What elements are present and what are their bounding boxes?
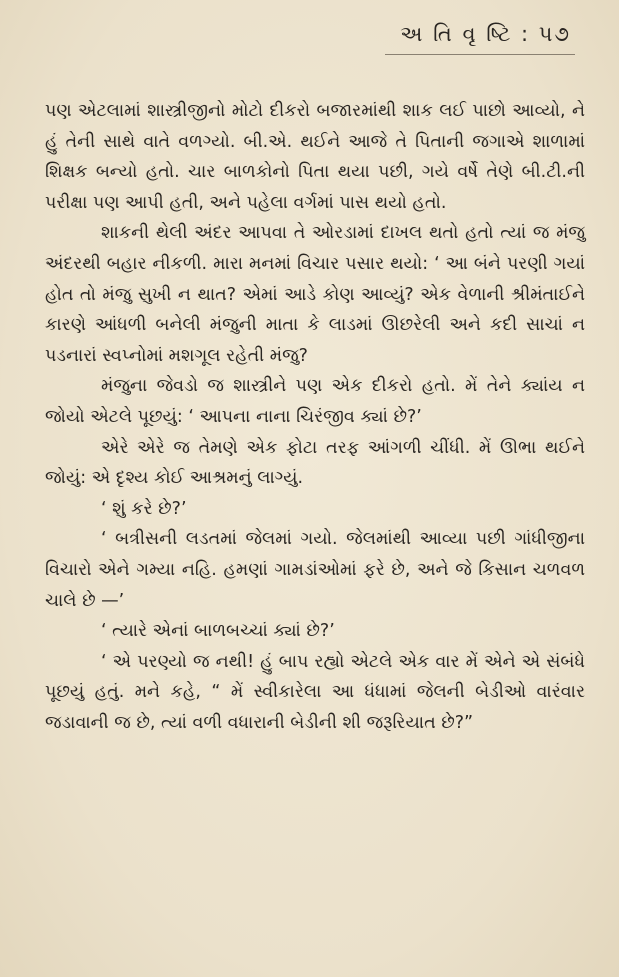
body-text bbox=[45, 96, 585, 738]
paragraph: શાકની થેલી અંદર આપવા તે ઓરડામાં દાખલ થતો હતો ત્યાં જ મંજુ અંદરથી બહાર નીકળી. મારા મનમાં વિચાર પસાર થયો: ‘ આ બંને પરણી ગયાં હોત તો મંજુ સુખી ન થાત? એમાં આડે કોણ આવ્યું? એક વેળાની શ્રીમંતાઈને કારણે આંધળી બનેલી મંજુની માતા કે લાડમાં ઊછરેલી અને કદી સાચાં ન પડનારાં સ્વપ્નોમાં મશગૂલ રહેતી મંજુ? bbox=[45, 223, 585, 366]
running-head-rule bbox=[385, 54, 575, 55]
paragraph: ‘ ત્યારે એનાં બાળબચ્ચાં ક્યાં છે?’ bbox=[101, 621, 335, 642]
paragraph: મંજુના જેવડો જ શાસ્ત્રીને પણ એક દીકરો હતો. મેં તેને ક્યાંય ન જોયો એટલે પૂછયું: ‘ આપના નાના ચિરંજીવ ક્યાં છે?’ bbox=[45, 376, 585, 427]
paragraph: ‘ બત્રીસની લડતમાં જેલમાં ગયો. જેલમાંથી આવ્યા પછી ગાંધીજીના વિચારો એને ગમ્યા નહિ. હમણાં ગામડાંઓમાં ફરે છે, અને જે કિસાન ચળવળ ચાલે છે —’ bbox=[45, 529, 585, 611]
paragraph: પણ એટલામાં શાસ્ત્રીજીનો મોટો દીકરો બજારમાંથી શાક લઈ પાછો આવ્યો, ને હું તેની સાથે વાતે વળગ્યો. બી.એ. થઈને આજે તે પિતાની જગાએ શાળામાં શિક્ષક બન્યો હતો. ચાર બાળકોનો પિતા થયા પછી, ગયે વર્ષે તેણે બી.ટી.ની પરીક્ષા પણ આપી હતી, અને પહેલા વર્ગમાં પાસ થયો હતો. bbox=[45, 101, 585, 213]
paragraph: એરે એરે જ તેમણે એક ફોટા તરફ આંગળી ચીંધી. મેં ઊભા થઈને જોયું: એ દૃશ્ય કોઈ આશ્રમનું લાગ્યું. bbox=[45, 437, 585, 489]
running-head: અ તિ વૃ ષ્ટિ : પ૭ bbox=[400, 22, 571, 46]
paragraph: ‘ શું કરે છે?’ bbox=[101, 498, 187, 519]
paragraph: ‘ એ પરણ્યો જ નથી! હું બાપ રહ્યો એટલે એક વાર મેં એને એ સંબંધે પૂછયું હતું. મને કહે, “ મેં સ્વીકારેલા આ ધંધામાં જેલની બેડીઓ વારંવાર જડાવાની જ છે, ત્યાં વળી વધારાની બેડીની શી જરૂરિયાત છે?” bbox=[45, 651, 585, 733]
